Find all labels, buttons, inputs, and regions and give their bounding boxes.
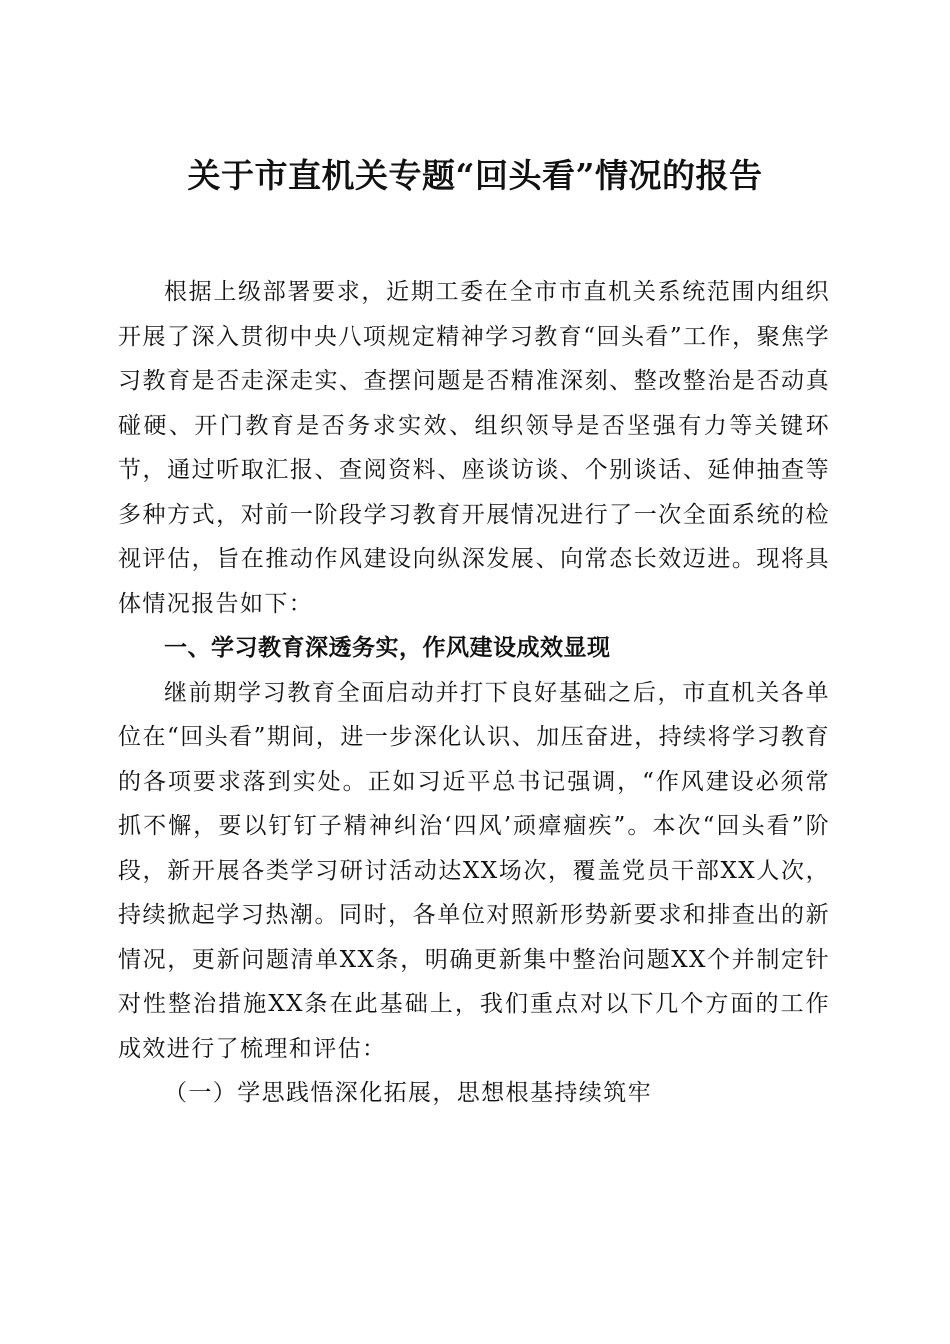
- document-title: 关于市直机关专题“回头看”情况的报告: [187, 156, 763, 195]
- intro-paragraph: 根据上级部署要求，近期工委在全市市直机关系统范围内组织开展了深入贯彻中央八项规定精神学习教育“回头看”工作，聚焦学习教育是否走深走实、查摆问题是否精准深刻、整改整治是否动真碰硬、开门教育是否务求实效、组织领导是否坚强有力等关键环节，通过听取汇报、查阅资料、座谈访谈、个别谈话、延伸抽查等多种方式，对前一阶段学习教育开展情况进行了一次全面系统的检视评估，旨在推动作风建设向纵深发展、向常态长效迈进。现将具体情况报告如下：: [118, 279, 830, 617]
- subsection-heading-1: （一）学思践悟深化拓展，思想根基持续筑牢: [164, 1080, 652, 1106]
- section-heading-1: 一、学习教育深透务实，作风建设成效显现: [164, 635, 611, 661]
- section-1-paragraph: 继前期学习教育全面启动并打下良好基础之后，市直机关各单位在“回头看”期间，进一步深化认识、加压奋进，持续将学习教育的各项要求落到实处。正如习近平总书记强调，“作风建设必须常抓不懈，要以钉钉子精神纠治‘四风’顽瘴痼疾”。本次“回头看”阶段，新开展各类学习研讨活动达XX场次，覆盖党员干部XX人次，持续掀起学习热潮。同时，各单位对照新形势新要求和排查出的新情况，更新问题清单XX条，明确更新集中整治问题XX个并制定针对性整治措施XX条在此基础上，我们重点对以下几个方面的工作成效进行了梳理和评估：: [118, 679, 830, 1062]
- document-body: [118, 270, 830, 1116]
